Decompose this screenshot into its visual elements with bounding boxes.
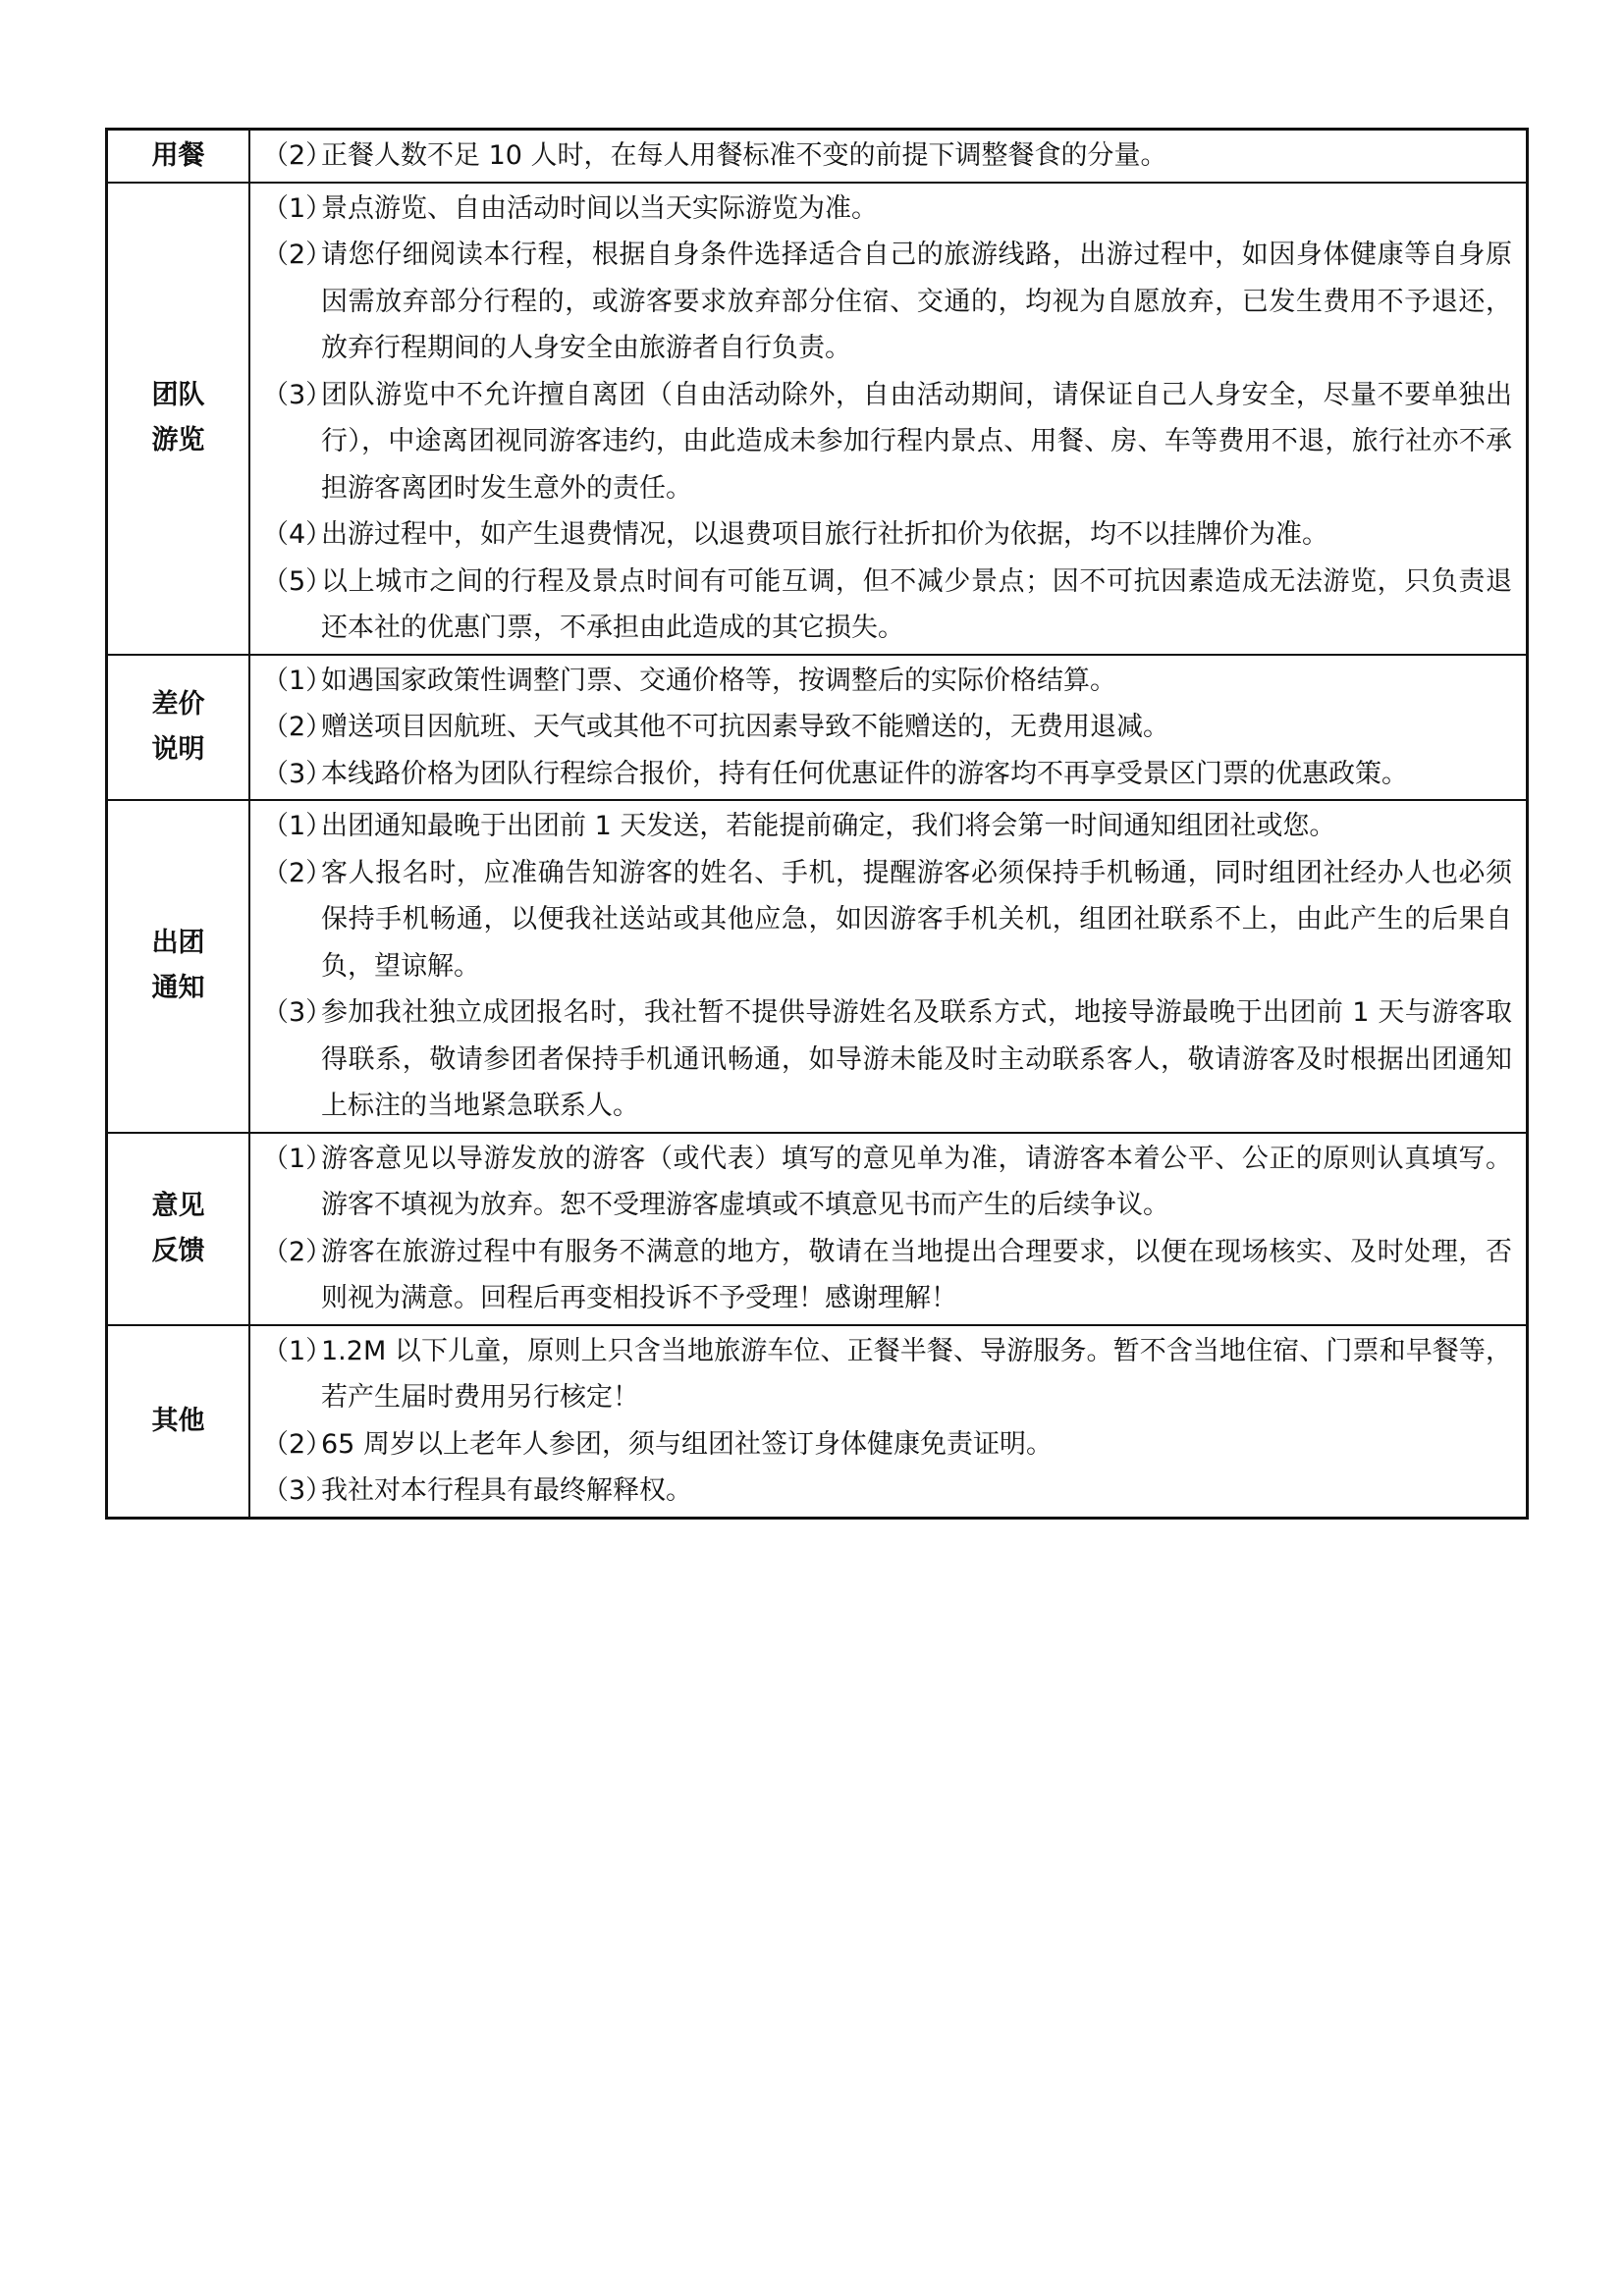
item-text: 出团通知最晚于出团前 1 天发送，若能提前确定，我们将会第一时间通知组团社或您。 bbox=[321, 811, 1336, 841]
category-label: 差价 bbox=[151, 688, 205, 720]
list-item bbox=[262, 1229, 1512, 1322]
item-number: （1） bbox=[262, 665, 333, 696]
category-label: 其他 bbox=[151, 1405, 205, 1436]
category-label: 意见 bbox=[151, 1190, 205, 1221]
section-group-tour bbox=[107, 183, 1528, 655]
list-item bbox=[262, 704, 1512, 751]
item-number: （3） bbox=[262, 997, 333, 1028]
list-item bbox=[262, 511, 1512, 559]
item-number: （4） bbox=[262, 519, 333, 550]
item-number: （1） bbox=[262, 1335, 333, 1366]
item-text: 游客在旅游过程中有服务不满意的地方，敬请在当地提出合理要求，以便在现场核实、及时处理，否则视为满意。回程后再变相投诉不予受理！感谢理解！ bbox=[321, 1236, 1512, 1313]
item-number: （2） bbox=[262, 140, 333, 171]
category-label: 团队 bbox=[151, 380, 205, 410]
item-number: （2） bbox=[262, 1428, 333, 1460]
item-number: （5） bbox=[262, 565, 333, 597]
list-item bbox=[262, 133, 1512, 180]
item-text: 游客意见以导游发放的游客（或代表）填写的意见单为准，请游客本着公平、公正的原则认真填写。游客不填视为放弃。恕不受理游客虚填或不填意见书而产生的后续争议。 bbox=[321, 1143, 1512, 1220]
section-price-difference bbox=[107, 655, 1528, 801]
item-number: （3） bbox=[262, 1475, 333, 1506]
list-item bbox=[262, 989, 1512, 1130]
item-text: 1.2M 以下儿童，原则上只含当地旅游车位、正餐半餐、导游服务。暂不含当地住宿、门票和早餐等，若产生届时费用另行核定！ bbox=[321, 1335, 1512, 1413]
category-label: 出团 bbox=[151, 928, 205, 959]
item-text: 团队游览中不允许擅自离团（自由活动除外，自由活动期间，请保证自己人身安全，尽量不要单独出行），中途离团视同游客违约，由此造成未参加行程内景点、用餐、房、车等费用不退，旅行社亦不承担游客离团时发生意外的责任。 bbox=[321, 379, 1512, 504]
item-text: 65 周岁以上老年人参团，须与组团社签订身体健康免责证明。 bbox=[321, 1428, 1053, 1460]
list-item bbox=[262, 850, 1512, 990]
section-departure-notice bbox=[107, 800, 1528, 1133]
category-label: 游览 bbox=[151, 425, 205, 455]
item-text: 赠送项目因航班、天气或其他不可抗因素导致不能赠送的，无费用退减。 bbox=[321, 712, 1169, 742]
list-item bbox=[262, 1136, 1512, 1229]
item-number: （3） bbox=[262, 758, 333, 789]
list-item bbox=[262, 803, 1512, 850]
section-meals bbox=[107, 130, 1528, 183]
item-number: （2） bbox=[262, 240, 333, 270]
category-cell bbox=[107, 1133, 250, 1325]
item-number: （2） bbox=[262, 712, 333, 742]
list-item bbox=[262, 186, 1512, 233]
content-cell bbox=[249, 655, 1528, 801]
item-number: （3） bbox=[262, 379, 333, 410]
content-cell bbox=[249, 130, 1528, 183]
section-other bbox=[107, 1325, 1528, 1519]
category-cell bbox=[107, 130, 250, 183]
category-label: 通知 bbox=[151, 973, 205, 1004]
item-text: 景点游览、自由活动时间以当天实际游览为准。 bbox=[321, 192, 878, 224]
content-cell bbox=[249, 800, 1528, 1133]
item-text: 客人报名时，应准确告知游客的姓名、手机，提醒游客必须保持手机畅通，同时组团社经办人也必须保持手机畅通，以便我社送站或其他应急，如因游客手机关机，组团社联系不上，由此产生的后果自负，望谅解。 bbox=[321, 857, 1512, 982]
item-number: （2） bbox=[262, 857, 333, 888]
content-cell bbox=[249, 183, 1528, 655]
item-text: 参加我社独立成团报名时，我社暂不提供导游姓名及联系方式，地接导游最晚于出团前 1 天与游客取得联系，敬请参团者保持手机通讯畅通，如导游未能及时主动联系客人，敬请游客及时根据出团通知上标注的当地紧急联系人。 bbox=[321, 997, 1512, 1121]
item-text: 正餐人数不足 10 人时，在每人用餐标准不变的前提下调整餐食的分量。 bbox=[321, 140, 1167, 171]
list-item bbox=[262, 372, 1512, 512]
item-text: 如遇国家政策性调整门票、交通价格等，按调整后的实际价格结算。 bbox=[321, 665, 1116, 696]
list-item bbox=[262, 1328, 1512, 1421]
item-text: 出游过程中，如产生退费情况，以退费项目旅行社折扣价为依据，均不以挂牌价为准。 bbox=[321, 519, 1328, 550]
content-cell bbox=[249, 1325, 1528, 1519]
content-cell bbox=[249, 1133, 1528, 1325]
item-number: （2） bbox=[262, 1236, 333, 1267]
travel-notes-table bbox=[105, 128, 1529, 1520]
section-feedback bbox=[107, 1133, 1528, 1325]
item-text: 请您仔细阅读本行程，根据自身条件选择适合自己的旅游线路，出游过程中，如因身体健康等自身原因需放弃部分行程的，或游客要求放弃部分住宿、交通的，均视为自愿放弃，已发生费用不予退还，放弃行程期间的人身安全由旅游者自行负责。 bbox=[321, 240, 1512, 363]
category-cell bbox=[107, 800, 250, 1133]
list-item bbox=[262, 559, 1512, 652]
category-cell bbox=[107, 183, 250, 655]
list-item bbox=[262, 751, 1512, 798]
list-item bbox=[262, 1468, 1512, 1515]
category-label: 说明 bbox=[151, 733, 205, 765]
item-text: 以上城市之间的行程及景点时间有可能互调，但不减少景点；因不可抗因素造成无法游览，只负责退还本社的优惠门票，不承担由此造成的其它损失。 bbox=[321, 565, 1512, 643]
category-cell bbox=[107, 655, 250, 801]
list-item bbox=[262, 658, 1512, 705]
item-text: 我社对本行程具有最终解释权。 bbox=[321, 1475, 692, 1506]
item-number: （1） bbox=[262, 811, 333, 841]
item-number: （1） bbox=[262, 192, 333, 224]
item-number: （1） bbox=[262, 1143, 333, 1174]
category-label: 用餐 bbox=[151, 139, 205, 171]
list-item bbox=[262, 232, 1512, 372]
category-cell bbox=[107, 1325, 250, 1519]
item-text: 本线路价格为团队行程综合报价，持有任何优惠证件的游客均不再享受景区门票的优惠政策。 bbox=[321, 758, 1408, 789]
category-label: 反馈 bbox=[151, 1235, 205, 1266]
list-item bbox=[262, 1421, 1512, 1468]
